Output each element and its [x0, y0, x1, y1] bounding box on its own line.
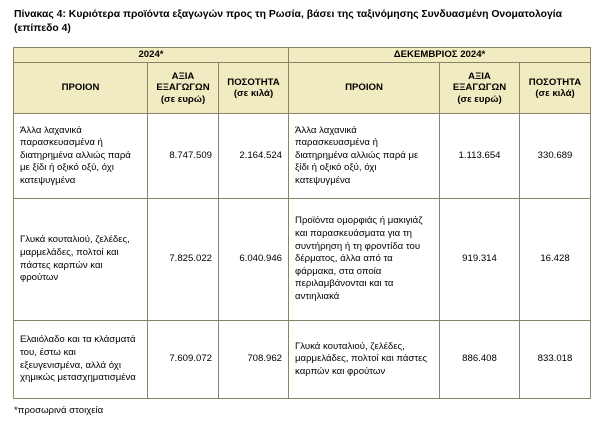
- exports-table: [13, 47, 591, 399]
- product-cell: Προϊόντα ομορφιάς ή μακιγιάζ και παρασκευάσματα για τη συντήρηση ή τη φροντίδα του δέρματος, άλλα από τα φάρμακα, στα οποία περιλαμβάνονται και τα αντιηλιακά: [289, 199, 440, 321]
- caption-line-2: (επίπεδο 4): [14, 23, 71, 34]
- period-2024: 2024*: [14, 48, 289, 63]
- value-cell: 1.113.654: [440, 114, 520, 199]
- qty-cell: 6.040.946: [219, 199, 289, 321]
- qty-cell: 2.164.524: [219, 114, 289, 199]
- header-qty-right: [520, 63, 591, 114]
- value-cell: 8.747.509: [148, 114, 219, 199]
- header-qty-line2: (σε κιλά): [535, 88, 575, 99]
- header-value-line1: ΑΞΙΑ: [171, 70, 195, 82]
- qty-cell: 16.428: [520, 199, 591, 321]
- product-cell: Άλλα λαχανικά παρασκευασμένα ή διατηρημένα αλλιώς παρά με ξίδι ή οξικό οξύ, όχι κατεψυγμένα: [14, 114, 148, 199]
- header-product-right: ΠΡΟΙΟΝ: [289, 63, 440, 114]
- header-qty-line1: ΠΟΣΟΤΗΤΑ: [528, 76, 582, 88]
- product-cell: Ελαιόλαδο και τα κλάσματά του, έστω και εξευγενισμένα, αλλά όχι χημικώς μετασχηματισμένα: [14, 321, 148, 399]
- footnote: *προσωρινά στοιχεία: [14, 405, 104, 416]
- header-value-right: [440, 63, 520, 114]
- table-row: [14, 321, 591, 399]
- header-value-line1: ΑΞΙΑ: [468, 70, 491, 82]
- qty-cell: 330.689: [520, 114, 591, 199]
- column-header-row: [14, 63, 591, 114]
- product-cell: Γλυκά κουταλιού, ζελέδες, μαρμελάδες, πολτοί και πάστες καρπών και φρούτων: [14, 199, 148, 321]
- header-value-left: [148, 63, 219, 114]
- qty-cell: 833.018: [520, 321, 591, 399]
- table-row: [14, 114, 591, 199]
- value-cell: 7.609.072: [148, 321, 219, 399]
- header-qty-line1: ΠΟΣΟΤΗΤΑ: [227, 76, 280, 88]
- value-cell: 886.408: [440, 321, 520, 399]
- header-product-left: ΠΡΟΙΟΝ: [14, 63, 148, 114]
- caption-line-1: Πίνακας 4: Κυριότερα προϊόντα εξαγωγών προς τη Ρωσία, βάσει της ταξινόμησης Συνδυασμένη Ονοματολογία: [14, 9, 563, 20]
- header-value-line2: ΕΞΑΓΩΓΩΝ: [156, 82, 210, 94]
- value-cell: 919.314: [440, 199, 520, 321]
- qty-cell: 708.962: [219, 321, 289, 399]
- period-header-row: [14, 48, 591, 63]
- product-cell: Γλυκά κουταλιού, ζελέδες, μαρμελάδες, πολτοί και πάστες καρπών και φρούτων: [289, 321, 440, 399]
- header-qty-line2: (σε κιλά): [233, 88, 274, 99]
- header-value-line3: (σε ευρώ): [457, 93, 502, 105]
- header-qty-left: [219, 63, 289, 114]
- header-value-line3: (σε ευρώ): [160, 93, 206, 105]
- header-value-line2: ΕΞΑΓΩΓΩΝ: [452, 82, 507, 94]
- table-row: [14, 199, 591, 321]
- table-caption: [14, 8, 594, 36]
- value-cell: 7.825.022: [148, 199, 219, 321]
- period-december-2024: ΔΕΚΕΜΒΡΙΟΣ 2024*: [289, 48, 591, 63]
- product-cell: Άλλα λαχανικά παρασκευασμένα ή διατηρημένα αλλιώς παρά με ξίδι ή οξικό οξύ, όχι κατεψυγμένα: [289, 114, 440, 199]
